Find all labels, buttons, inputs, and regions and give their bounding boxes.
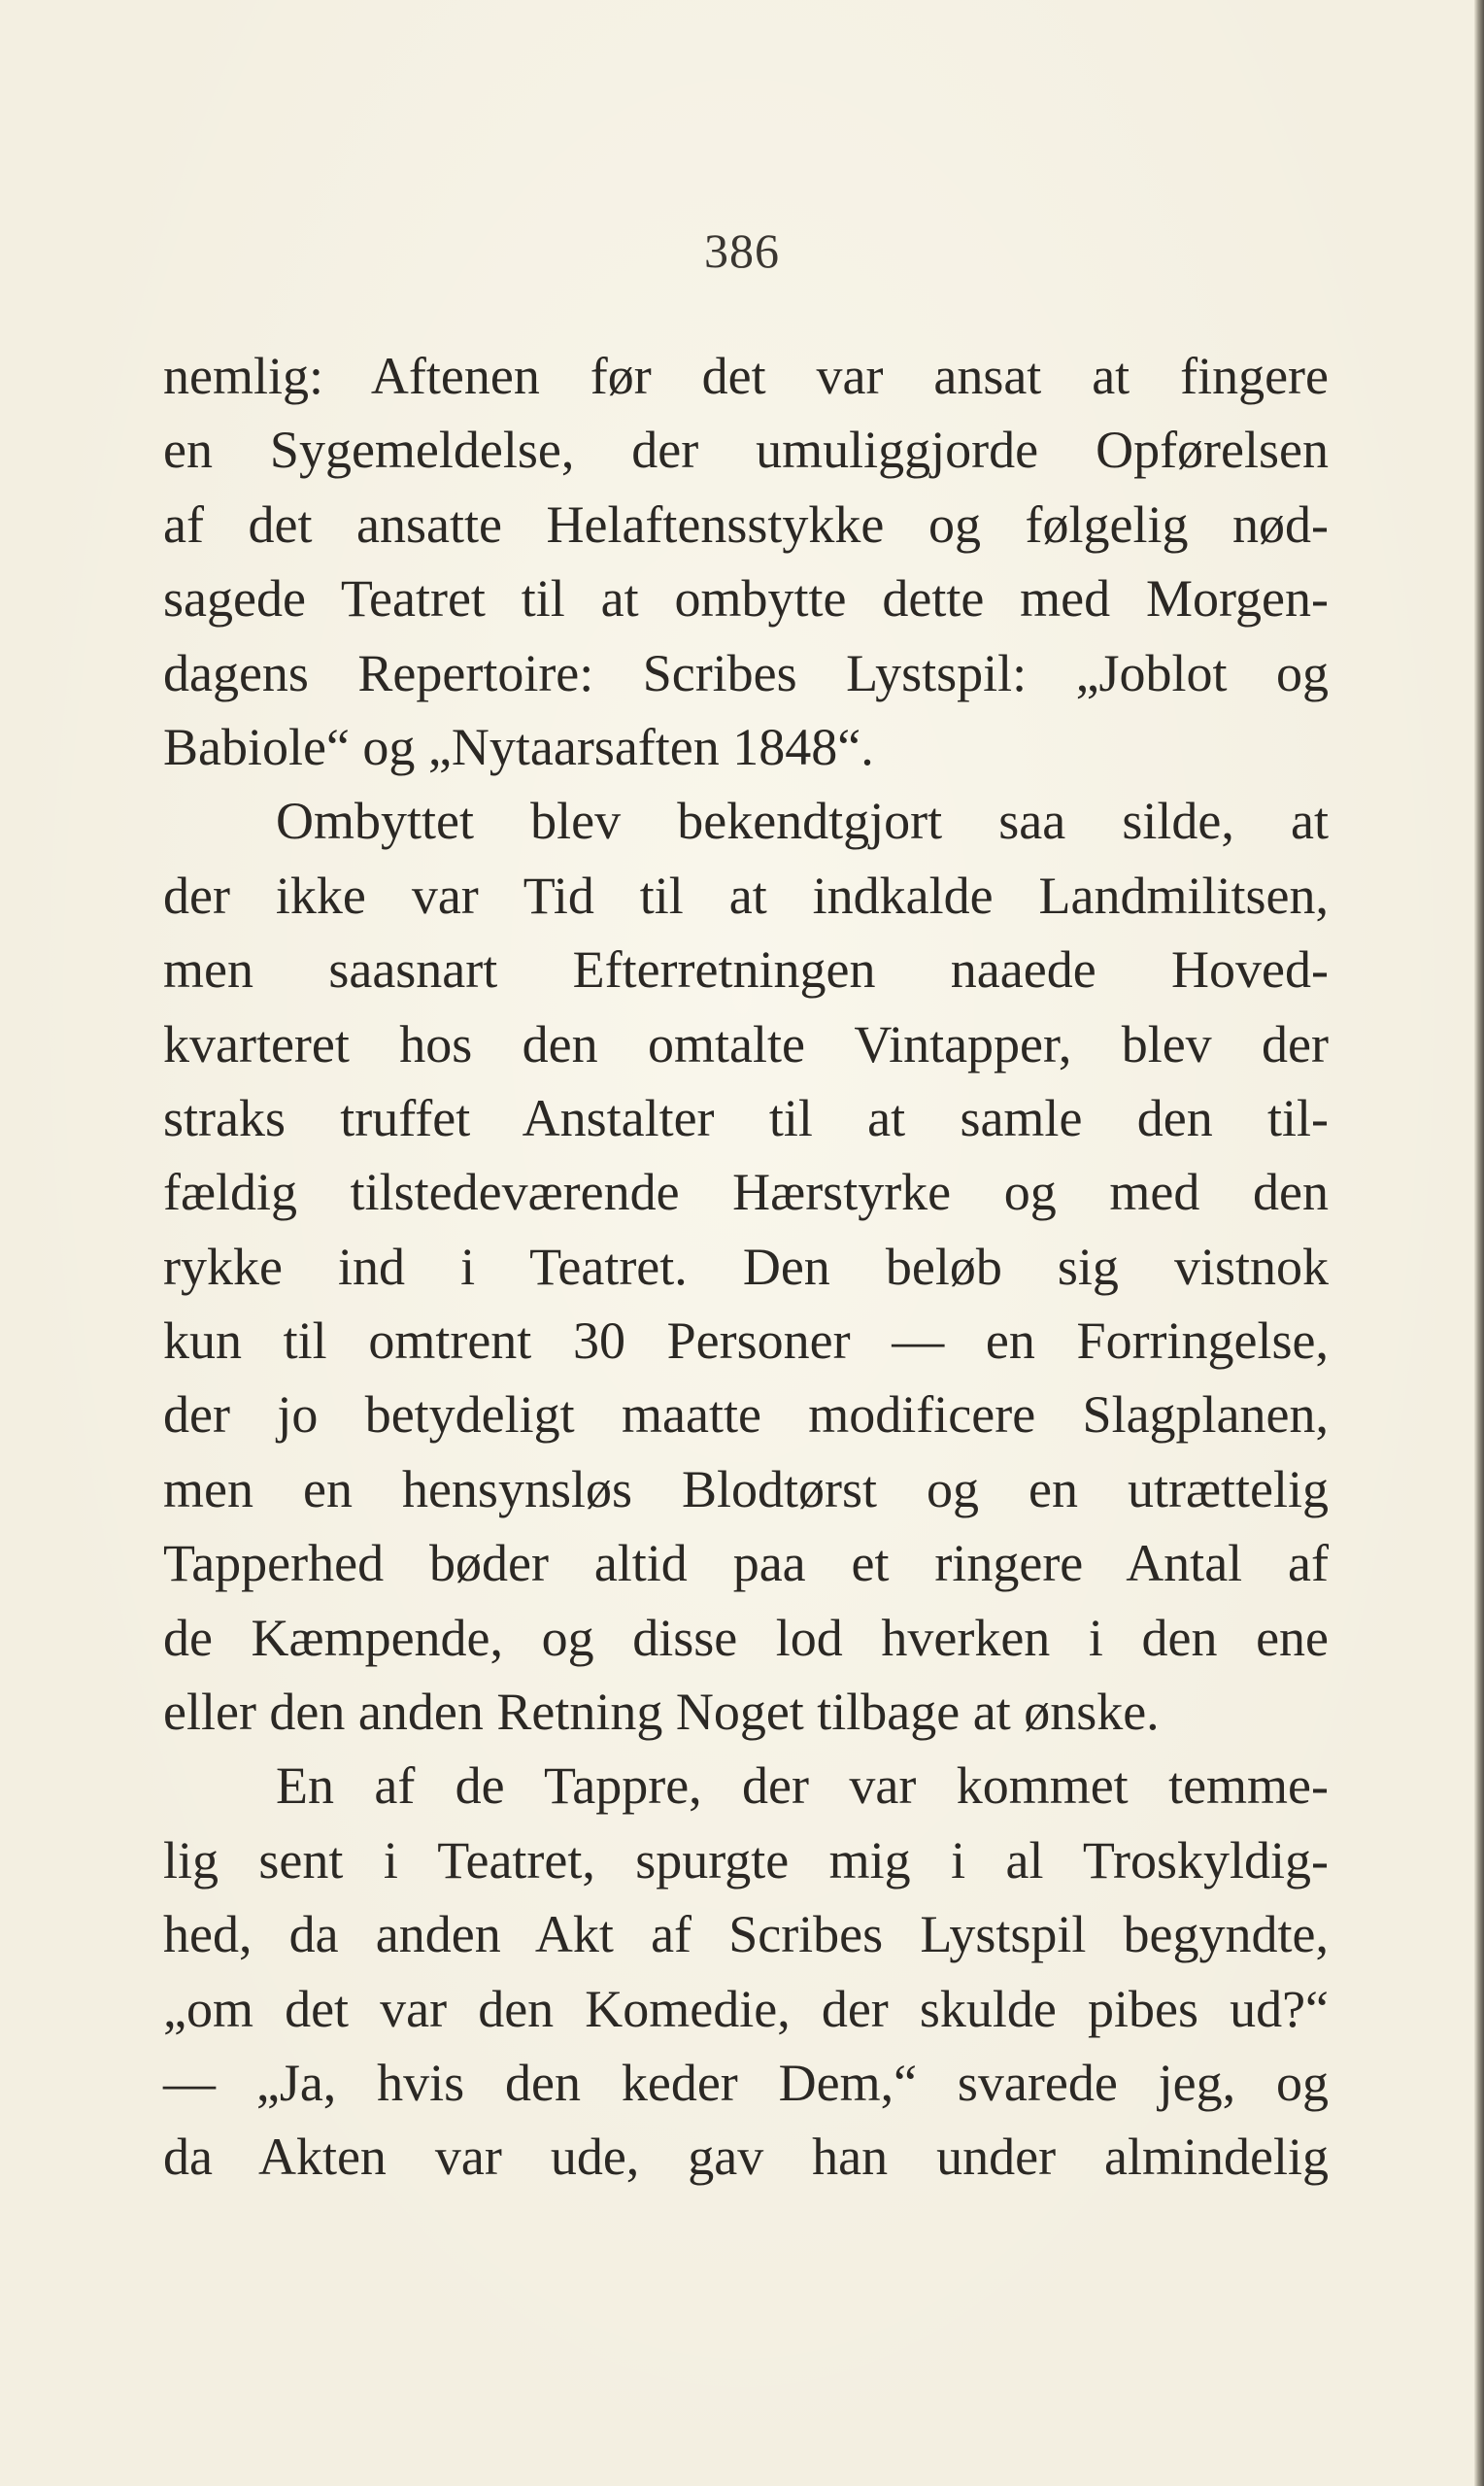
text-line: Babiole“ og „Nytaarsaften 1848“.: [163, 717, 874, 776]
text-line: rykke ind i Teatret. Den beløb sig vistnok: [163, 1237, 1329, 1296]
text-line: lig sent i Teatret, spurgte mig i al Troskyldig-: [163, 1830, 1329, 1890]
text-line: fældig tilstedeværende Hærstyrke og med den: [163, 1163, 1329, 1222]
text-line: straks truffet Anstalter til at samle den til-: [163, 1088, 1329, 1147]
text-line: „om det var den Komedie, der skulde pibes ud?“: [163, 1979, 1329, 2038]
text-line: men saasnart Efterretningen naaede Hoved-: [163, 940, 1329, 1000]
text-line: der jo betydeligt maatte modificere Slagplanen,: [163, 1385, 1329, 1445]
text-line: — „Ja, hvis den keder Dem,“ svarede jeg, og: [163, 2053, 1329, 2112]
body-text: [163, 339, 1329, 2195]
text-line: nemlig: Aftenen før det var ansat at fingere: [163, 347, 1329, 405]
text-line: men en hensynsløs Blodtørst og en utrættelig: [163, 1459, 1329, 1518]
text-line: Tapperhed bøder altid paa et ringere Antal af: [163, 1534, 1329, 1593]
text-line: kun til omtrent 30 Personer — en Forringelse,: [163, 1311, 1329, 1371]
text-line: dagens Repertoire: Scribes Lystspil: „Joblot og: [163, 643, 1329, 702]
text-line: en Sygemeldelse, der umuliggjorde Opførelsen: [163, 421, 1329, 480]
text-line: Ombyttet blev bekendtgjort saa silde, at: [276, 792, 1329, 851]
page-edge-shadow: [1474, 0, 1484, 2486]
text-line: de Kæmpende, og disse lod hverken i den ene: [163, 1608, 1329, 1667]
text-line: sagede Teatret til at ombytte dette med Morgen-: [163, 569, 1329, 629]
text-line: der ikke var Tid til at indkalde Landmilitsen,: [163, 866, 1329, 925]
text-line: eller den anden Retning Noget tilbage at ønske.: [163, 1683, 1160, 1742]
text-line: hed, da anden Akt af Scribes Lystspil begyndte,: [163, 1905, 1329, 1964]
text-line: En af de Tappre, der var kommet temme-: [276, 1756, 1329, 1816]
page-number: 386: [704, 223, 780, 278]
text-line: da Akten var ude, gav han under almindelig: [163, 2128, 1329, 2187]
text-line: af det ansatte Helaftensstykke og følgelig nød-: [163, 494, 1329, 554]
text-line: kvarteret hos den omtalte Vintapper, blev der: [163, 1014, 1329, 1073]
